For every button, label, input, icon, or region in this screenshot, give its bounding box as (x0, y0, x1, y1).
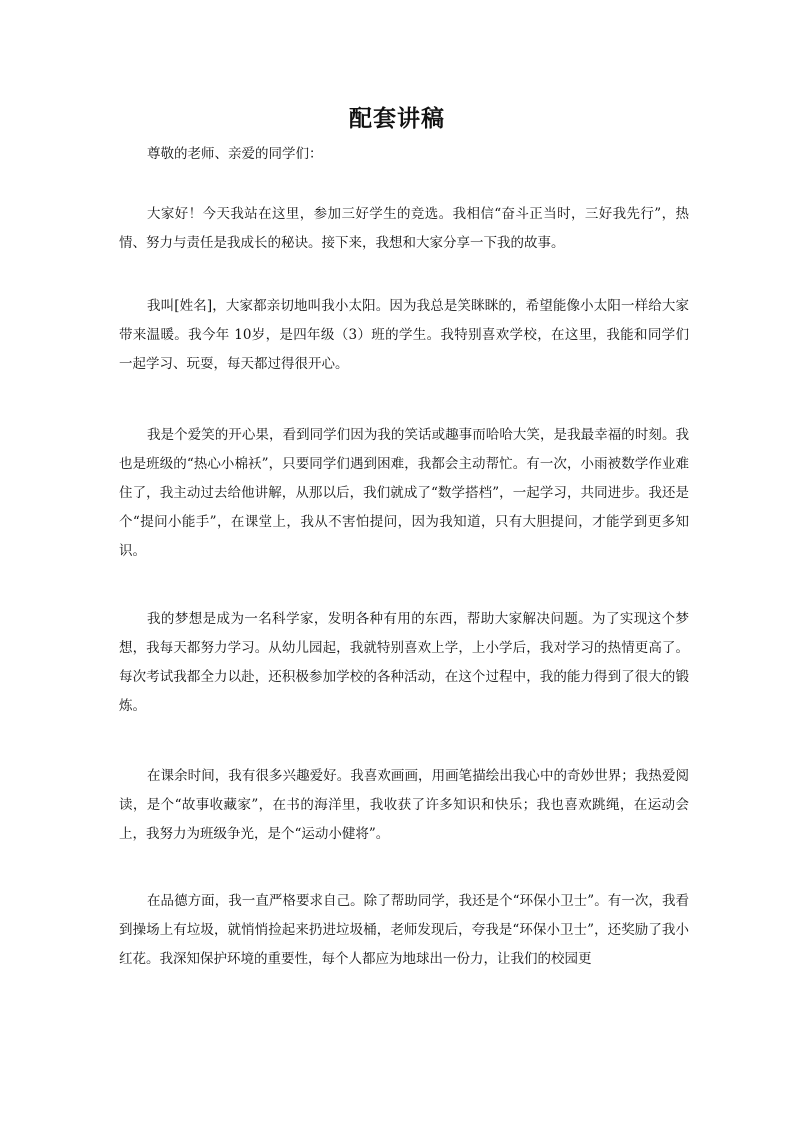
paragraph-personality: 我是个爱笑的开心果，看到同学们因为我的笑话或趣事而哈哈大笑，是我最幸福的时刻。我也是班级的“热心小棉袄”，只要同学们遇到困难，我都会主动帮忙。有一次，小雨被数学作业难住了，我主动过去给他讲解，从那以后，我们就成了“数学搭档”，一起学习，共同进步。我还是个“提问小能手”，在课堂上，我从不害怕提问，因为我知道，只有大胆提问，才能学到更多知识。 (119, 427, 689, 559)
paragraph-character: 在品德方面，我一直严格要求自己。除了帮助同学，我还是个“环保小卫士”。有一次，我看到操场上有垃圾，就悄悄捡起来扔进垃圾桶，老师发现后，夸我是“环保小卫士”，还奖励了我小红花。我深知保护环境的重要性，每个人都应为地球出一份力，让我们的校园更 (119, 893, 689, 967)
paragraph-intro: 大家好！今天我站在这里，参加三好学生的竞选。我相信“奋斗正当时，三好我先行”，热情、努力与责任是我成长的秘诀。接下来，我想和大家分享一下我的故事。 (119, 206, 689, 251)
paragraph-dream: 我的梦想是成为一名科学家，发明各种有用的东西，帮助大家解决问题。为了实现这个梦想，我每天都努力学习。从幼儿园起，我就特别喜欢上学，上小学后，我对学习的热情更高了。每次考试我都全力以赴，还积极参加学校的各种活动，在这个过程中，我的能力得到了很大的锻炼。 (119, 611, 689, 714)
paragraph-hobbies: 在课余时间，我有很多兴趣爱好。我喜欢画画，用画笔描绘出我心中的奇妙世界；我热爱阅读，是个“故事收藏家”，在书的海洋里，我收获了许多知识和快乐；我也喜欢跳绳，在运动会上，我努力为班级争光，是个“运动小健将”。 (119, 768, 689, 842)
salutation: 尊敬的老师、亲爱的同学们： (147, 146, 323, 162)
page-title: 配套讲稿 (349, 105, 445, 132)
paragraph-self-introduction: 我叫[姓名]，大家都亲切地叫我小太阳。因为我总是笑眯眯的，希望能像小太阳一样给大家带来温暖。我今年 10岁，是四年级（3）班的学生。我特别喜欢学校，在这里，我能和同学们一起学习、玩耍，每天都过得很开心。 (119, 298, 689, 372)
